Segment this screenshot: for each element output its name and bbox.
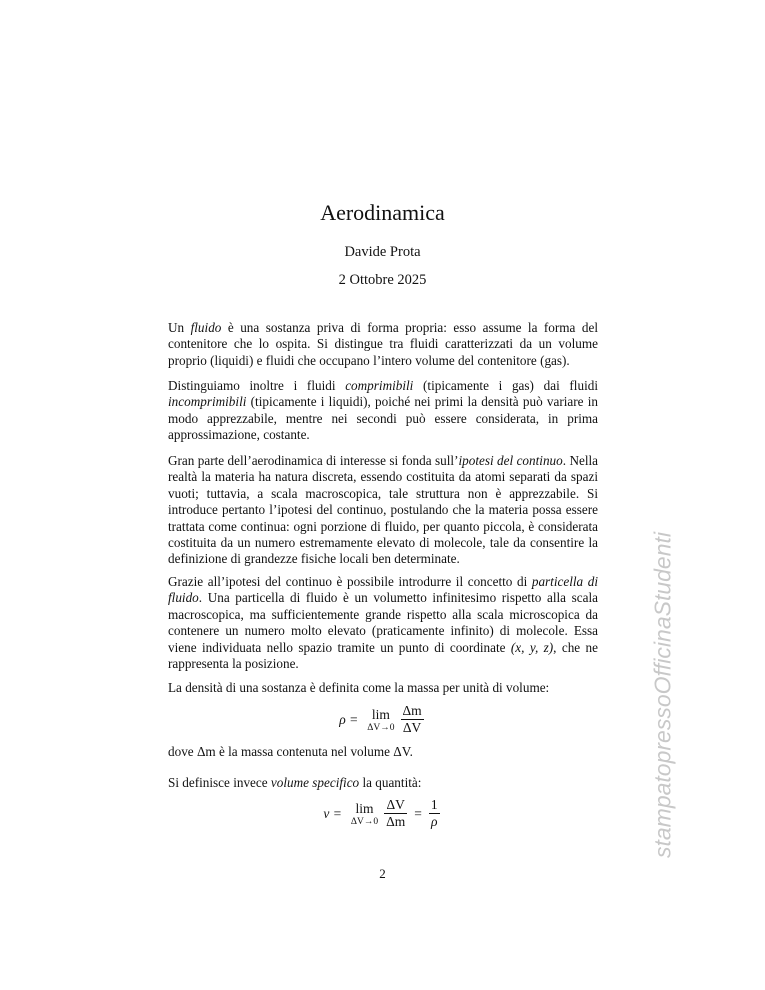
document-title: Aerodinamica	[320, 200, 445, 225]
fraction	[429, 797, 440, 830]
lim: lim	[355, 800, 374, 816]
denominator: ΔV	[402, 720, 422, 735]
text: . Nella realtà la materia ha natura discreta, essendo costituita da atomi separati da spazi vuoti; tuttavia, a scala macroscopica, tale struttura non è apprezzabile. Si introduce pertanto l’ipotesi del continuo, postulando che la materia possa essere trattata come continua: ogni porzione di fluido, per quanto piccola, è considerata costituita da un numero estremamente elevato di molecole, tale da consentire la definizione di grandezze fisiche locali ben determinate.	[168, 453, 599, 567]
text: Un	[168, 320, 191, 335]
emphasis: volume specifico	[270, 775, 360, 790]
eq-lhs: v =	[323, 805, 342, 821]
text: Si definisce invece	[168, 775, 271, 790]
text: . Una particella di fluido è un volumetto infinitesimo rispetto alla scala macroscopica, ma sufficientemente grande rispetto alla scala microscopica da contenere un numero molto elevato (praticamente infinito) di molecole. Essa viene individuata nello spazio tramite un punto di coordinate	[168, 590, 598, 655]
emphasis: fluido	[190, 320, 222, 335]
paragraph-comprimibili	[168, 378, 598, 444]
denominator: ρ	[431, 814, 438, 829]
emphasis: ipotesi del continuo	[458, 453, 563, 468]
text: la quantità:	[359, 775, 422, 790]
lim-sub: ΔV→0	[367, 722, 395, 733]
paragraph-particella	[168, 574, 598, 672]
denominator: Δm	[386, 814, 406, 829]
lim-sub: ΔV→0	[350, 816, 379, 827]
text: dove	[168, 744, 197, 759]
lim: lim	[371, 706, 390, 722]
fraction	[401, 703, 424, 736]
text: Distinguiamo inoltre i fluidi	[168, 378, 346, 393]
fraction	[384, 797, 407, 830]
paragraph-volume-specifico	[168, 775, 598, 791]
author: Davide Prota	[344, 244, 421, 260]
limit	[367, 707, 394, 733]
limit	[351, 801, 378, 827]
numerator: ΔV	[386, 797, 405, 812]
text: .	[409, 744, 413, 759]
paragraph-fluido	[168, 320, 598, 369]
page-number: 2	[379, 866, 386, 881]
emphasis: comprimibili	[345, 378, 414, 393]
emphasis: incomprimibili	[168, 394, 247, 410]
text: Gran parte dell’aerodinamica di interesse si fonda sull’	[168, 453, 459, 468]
text: è una sostanza priva di forma propria: esso assume la forma del contenitore che lo ospita. Si distingue tra fluidi caratterizzati da un volume proprio (liquidi) e fluidi che occupano l’intero volume del contenitore (gas).	[168, 320, 598, 368]
math-inline: ΔV	[393, 744, 410, 759]
paragraph-continuo	[168, 453, 598, 568]
watermark: stampatopressoOfficinaStudenti	[649, 531, 676, 859]
numerator: Δm	[402, 703, 422, 718]
text: La densità di una sostanza è definita come la massa per unità di volume:	[168, 680, 550, 695]
numerator: 1	[430, 797, 438, 812]
text: (tipicamente i gas) dai fluidi	[413, 378, 598, 393]
text: Grazie all’ipotesi del continuo è possibile introdurre il concetto di	[168, 574, 532, 589]
emphasis: particella di fluido	[168, 574, 598, 606]
math-inline: Δm	[196, 744, 216, 759]
text: , che ne rappresenta la posizione.	[168, 639, 598, 672]
date: 2 Ottobre 2025	[338, 272, 427, 288]
equals: =	[414, 805, 422, 821]
math-inline: (x, y, z)	[510, 639, 554, 655]
text: è la massa contenuta nel volume	[215, 744, 394, 759]
paragraph-densita	[168, 680, 598, 696]
paragraph-dove	[168, 744, 598, 760]
eq-lhs: ρ =	[339, 711, 359, 727]
text: (tipicamente i liquidi), poiché nei primi la densità può variare in modo apprezzabile, mentre nei secondi può essere considerata, in prima approssimazione, costante.	[168, 394, 598, 443]
